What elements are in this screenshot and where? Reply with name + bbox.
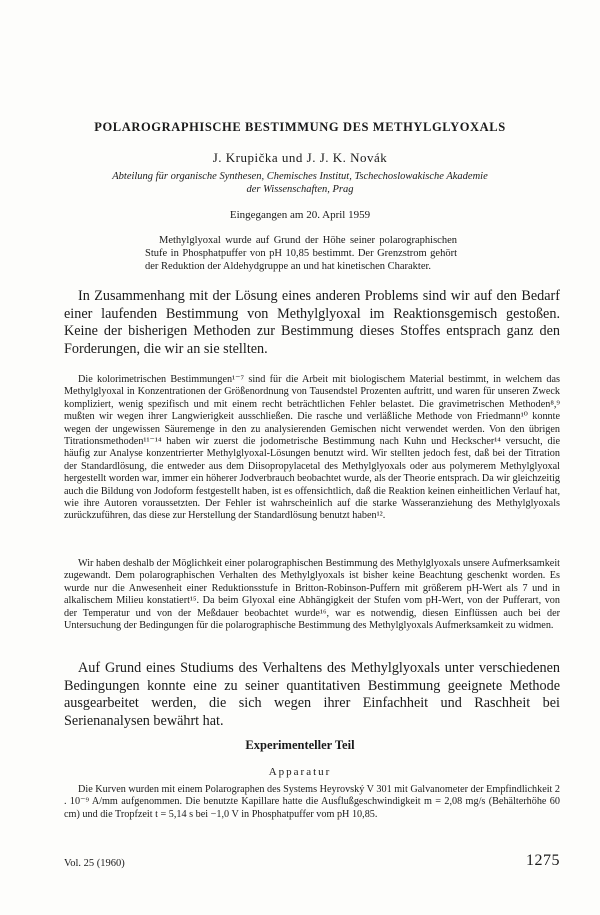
apparatus-paragraph: Die Kurven wurden mit einem Polarographen des Systems Heyrovský V 301 mit Galvanometer der Empfindlichkeit 2 . 10⁻⁹ A/mm aufgenommen. Die benutzte Kapillare hatte die Ausflußgeschwindigkeit m = 2,08 mg/s (Behälterhöhe 60 cm) und die Tropfzeit t = 5,14 s bei −1,0 V in Phosphatpuffer vom pH 10,85. [64,784,561,820]
body-paragraph-2: Wir haben deshalb der Möglichkeit einer polarographischen Bestimmung des Methylglyoxals unsere Aufmerksamkeit zugewandt. Dem polarographischen Verhalten des Methylglyoxals ist bisher keine Beachtung geschenkt worden. Es wurde nur die Anwesenheit einer Reduktionsstufe in Britton-Robinson-Puffern mit größerem pH-Wert als 7 und in alkalischem Milieu konstatiert¹⁵. Da beim Glyoxal eine Abhängigkeit der Stufen vom pH-Wert, von der Pufferart, von der Temperatur und von der Meßdauer beobachtet wurde¹⁶, war es notwendig, diesen Einflüssen auch bei der Untersuchung der Bedingungen für die polarographische Bestimmung des Methylglyoxals Aufmerksamkeit zu widmen. [64,558,560,632]
article-title: POLAROGRAPHISCHE BESTIMMUNG DES METHYLGLYOXALS [94,120,506,134]
intro-lead-paragraph: In Zusammenhang mit der Lösung eines anderen Problems sind wir auf den Bedarf einer laufenden Bestimmung von Methylglyoxal im Reaktionsgemisch gestoßen. Keine der bisherigen Methoden zur Bestimmung dieses Stoffes entsprach ganz den Forderungen, die wir an sie stellten. [64,288,560,357]
subsection-heading: Apparatur [268,766,332,778]
journal-volume: Vol. 25 (1960) [64,858,125,869]
abstract: Methylglyoxal wurde auf Grund der Höhe seiner polarographischen Stufe in Phosphatpuffer von pH 10,85 bestimmt. Der Grenzstrom gehört der Reduktion der Aldehydgruppe an und hat kinetischen Charakter. [145,235,457,272]
section-heading: Experimenteller Teil [245,738,355,752]
body-paragraph-1: Die kolorimetrischen Bestimmungen¹⁻⁷ sind für die Arbeit mit biologischem Material bestimmt, in welchem das Methylglyoxal in Konzentrationen der Größenordnung von Tausendstel Prozenten auftritt, und waren für unseren Zweck kompliziert, wenig spezifisch und mit einem recht beträchtlichen Fehler belastet. Die gravimetrischen Methoden⁸,⁹ mußten wir wegen ihrer Langwierigkeit ausschließen. Die rasche und verläßliche Methode von Friedmann¹⁰ konnte wegen der ungewissen Säuremenge in den zu analysierenden Gemischen nicht verwendet werden. Von den übrigen Titrationsmethoden¹¹⁻¹⁴ haben wir zuerst die jodometrische Bestimmung nach Kuhn und Heckscher¹⁴ versucht, die häufig zur Analyse konzentrierter Methylglyoxal-Lösungen benutzt wird. Wir stellten jedoch fest, daß bei der Titration der Standardlösung, die entweder aus dem Diisopropylacetal des Methylglyoxals oder aus polymerem Methylglyoxal hergestellt worden war, immer ein höherer Jodverbrauch beobachtet wurde, als der Theorie entsprach. Da wir gleichzeitig auch die Bildung von Jodoform festgestellt haben, ist es offensichtlich, daß die Reaktion keinen einheitlichen Verlauf hat, wie ihre Autoren voraussetzten. Der Fehler ist wahrscheinlich auf die starke Wasseranziehung des Methylglyoxals zurückzuführen, das diese zur Herstellung der Standardlösung benutzt haben¹². [64,374,560,522]
body-paragraph-3: Auf Grund eines Studiums des Verhaltens des Methylglyoxals unter verschiedenen Bedingungen konnte eine zu seiner quantitativen Bestimmung geeignete Methode ausgearbeitet werden, die sich wegen ihrer Einfachheit und Raschheit bei Serienanalysen bewährt hat. [64,660,560,729]
author-affiliation: Abteilung für organische Synthesen, Chemisches Institut, Tschechoslowakische Akademie der Wissenschaften, Prag [112,171,488,195]
received-date: Eingegangen am 20. April 1959 [229,209,371,221]
article-authors: J. Krupička und J. J. K. Novák [212,150,388,165]
page-number: 1275 [526,852,560,869]
